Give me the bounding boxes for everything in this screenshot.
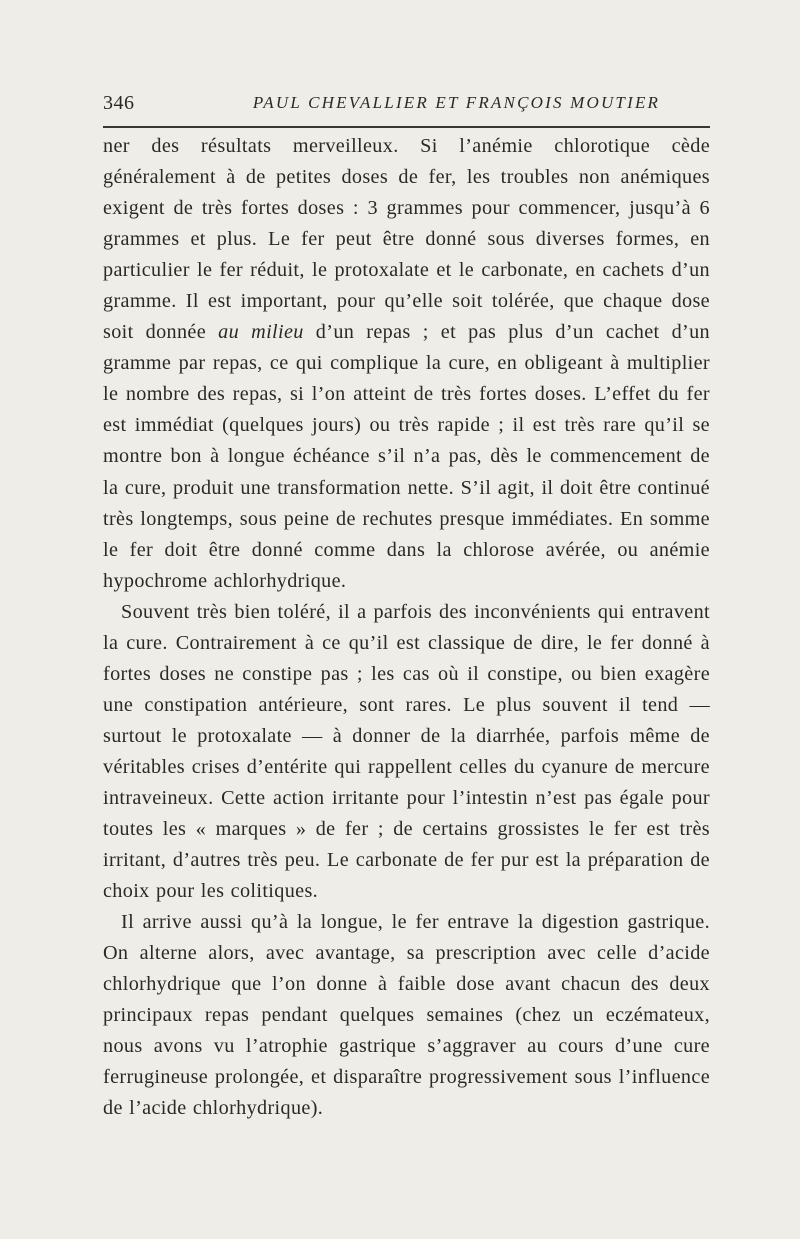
paragraph-1: [103, 131, 710, 597]
paragraph-1-text-b: d’un repas ; et pas plus d’un cachet d’un gramme par repas, ce qui complique la cure, en obligeant à multiplier le nombre des repas, si l’on atteint de très fortes doses. L’effet du fer est immédiat (quelques jours) ou très rapide ; il est très rare qu’il se montre bon à longue échéance s’il n’a pas, dès le commencement de la cure, produit une transformation nette. S’il agit, il doit être continué très longtemps, sous peine de rechutes presque immédiates. En somme le fer doit être donné comme dans la chlorose avérée, ou anémie hypochrome achlorhydrique.: [103, 321, 710, 592]
paragraph-2: Souvent très bien toléré, il a parfois des inconvénients qui entravent la cure. Contrairement à ce qu’il est classique de dire, le fer donné à fortes doses ne constipe pas ; les cas où il constipe, ou bien exagère une constipation antérieure, sont rares. Le plus souvent il tend — surtout le protoxalate — à donner de la diarrhée, parfois même de véritables crises d’entérite qui rappellent celles du cyanure de mercure intraveineux. Cette action irritante pour l’intestin n’est pas égale pour toutes les « marques » de fer ; de certains grossistes le fer est très irritant, d’autres très peu. Le carbonate de fer pur est la préparation de choix pour les colitiques.: [103, 600, 710, 903]
paragraph-1-text-a: ner des résultats merveilleux. Si l’anémie chlorotique cède généralement à de petites doses de fer, les troubles non anémiques exigent de très fortes doses : 3 grammes pour commencer, jusqu’à 6 grammes et plus. Le fer peut être donné sous diverses formes, en particulier le fer réduit, le protoxalate et le carbonate, en cachets d’un gramme. Il est important, pour qu’elle soit tolérée, que chaque dose soit donnée: [103, 135, 710, 344]
body-text: [103, 131, 710, 1125]
running-head: PAUL CHEVALLIER ET FRANÇOIS MOUTIER: [252, 93, 661, 112]
page-header: [103, 92, 710, 118]
header-rule: [103, 126, 710, 128]
page-number: 346: [103, 92, 135, 114]
paragraph-3: Il arrive aussi qu’à la longue, le fer entrave la digestion gastrique. On alterne alors, avec avantage, sa prescription avec celle d’acide chlorhydrique que l’on donne à faible dose avant chacun des deux principaux repas pendant quelques semaines (chez un eczémateux, nous avons vu l’atrophie gastrique s’aggraver au cours d’une cure ferrugineuse prolongée, et disparaître progressivement sous l’influence de l’acide chlorhydrique).: [103, 911, 710, 1120]
paragraph-1-italic: au milieu: [218, 321, 304, 344]
